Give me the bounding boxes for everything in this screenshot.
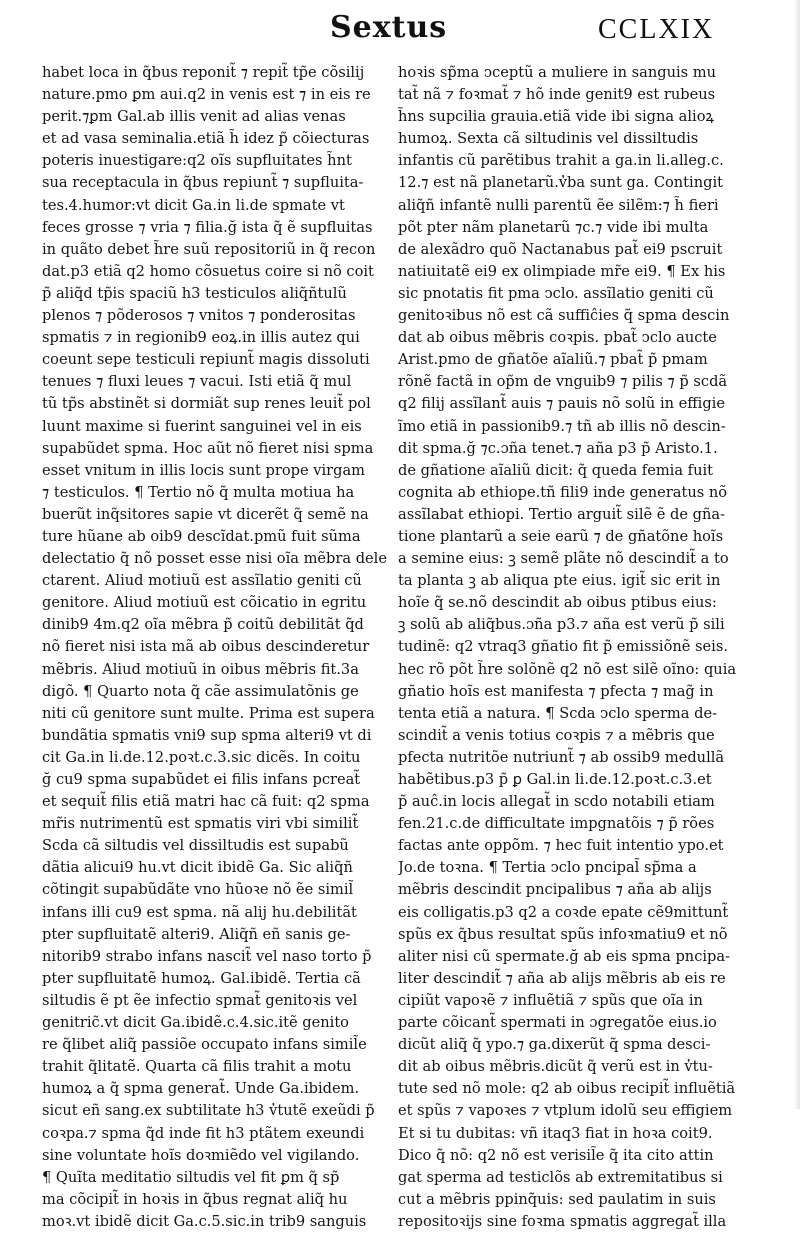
- text-line: Et si tu dubitas: vñ itaq3 fiat in hoꝛa coit9.: [398, 1124, 713, 1142]
- text-line: cut a mẽbris ppinq̃uis: sed paulatim in suis: [398, 1190, 716, 1208]
- text-line: mẽbris descindit pncipalibus ⁊ aña ab alijs: [398, 881, 712, 899]
- text-line: tione plantarũ a seie earũ ⁊ de gñatõne hoĩs: [398, 527, 724, 545]
- text-line: ctarent. Aliud motiuũ est assĩlatio geniti cũ: [42, 572, 362, 590]
- text-line: hec rõ põt h̃re solõnẽ q2 nõ est silẽ oĩno: quia: [398, 660, 737, 678]
- text-line: dat ab oibus mẽbris coꝛpis. pbat̃ ↄclo aucte: [398, 329, 717, 347]
- text-line: poteris inuestigare:q2 oĩs supfluitates h̃nt: [42, 152, 352, 170]
- text-line: esset vnitum in illis locis sunt prope virgam: [42, 461, 366, 479]
- running-head: Sextus: [330, 10, 448, 45]
- text-line: dat.p3 etiã q2 homo cõsuetus coire si nõ coit: [42, 262, 374, 280]
- text-line: re q̃libet aliq̃ passiõe occupato infans simil̃e: [42, 1036, 367, 1054]
- text-line: spũs ex q̃bus resultat spũs infoꝛmatiu9 et nõ: [398, 925, 728, 943]
- text-line: de gñatione aĩaliũ dicit: q̃ queda femia fuit: [398, 461, 714, 479]
- text-line: ma cõcipit̃ in hoꝛis in q̃bus regnat aliq̃ hu: [42, 1190, 348, 1208]
- text-line: moꝛ.vt ibidẽ dicit Ga.c.5.sic.in trib9 sanguis: [42, 1212, 367, 1230]
- text-line: et spũs ⁊ vapoꝛes ⁊ vtplum idolũ seu effigiem: [398, 1102, 733, 1120]
- text-line: dinib9 4m.q2 oĩa mẽbra p̃ coitũ debilitãt q̃d: [42, 616, 364, 634]
- text-line: perit.⁊ꝑm Gal.ab illis venit ad alias venas: [42, 108, 346, 126]
- text-line: dit ab oibus mẽbris.dicũt q̃ verũ est in v̓tu-: [398, 1058, 713, 1076]
- text-line: dãtia alicui9 hu.vt dicit ibidẽ Ga. Sic aliq̃ñ: [42, 859, 353, 877]
- text-line: hoĩe q̃ se.nõ descindit ab oibus ptibus eius:: [398, 594, 717, 612]
- text-line: mẽbris. Aliud motiuũ in oibus mẽbris fit.3a: [42, 660, 359, 678]
- text-line: tũ tp̃s abstinẽt si dormiãt sup renes leuit̃ pol: [42, 395, 371, 413]
- text-line: digõ. ¶ Quarto nota q̃ cãe assimulatõnis ge: [42, 682, 359, 700]
- page-edge-shadow: [794, 0, 800, 1109]
- text-line: tes.4.humor:vt dicit Ga.in li.de spmate vt: [42, 196, 345, 214]
- text-line: ĩmo etiã in passionib9.⁊ tñ ab illis nõ descin-: [398, 417, 726, 435]
- text-line: cõtingit supabũdãte vno hũoꝛe nõ ẽe simil̃: [42, 881, 354, 899]
- text-line: de alexãdro quõ Nactanabus pat̃ ei9 pscruit: [398, 240, 723, 258]
- text-line: tudinẽ: q2 vtraq3 gñatio fit p̃ emissiõnẽ seis.: [398, 638, 728, 656]
- text-line: 12.⁊ est nã planetarũ.v̓ba sunt ga. Contingit: [398, 174, 723, 192]
- text-line: cit Ga.in li.de.12.poꝛt.c.3.sic dicẽs. In coitu: [42, 748, 361, 766]
- text-line: ¶ Quĩta meditatio siltudis vel fit ꝑm q̃ sp̃: [42, 1168, 340, 1186]
- text-line: ꝫ solũ ab aliq̃bus.ɔña p3.⁊ aña est verũ p̃ sili: [398, 616, 725, 634]
- text-line: gñatio hoĩs est manifesta ⁊ pfecta ⁊ mag̃ in: [398, 682, 714, 700]
- text-line: aliter nisi cũ spermate.ğ ab eis spma pncipa-: [398, 947, 731, 965]
- text-line: eis colligatis.p3 q2 a coꝛde epate cẽ9mittunt̃: [398, 903, 729, 921]
- text-line: buerũt inq̃sitores sapie vt dicerẽt q̃ semẽ na: [42, 505, 369, 523]
- text-line: nõ fieret nisi ista mã ab oibus descinderetur: [42, 638, 370, 656]
- text-line: pter supfluitatẽ humoꝝ. Gal.ibidẽ. Tertia cã: [42, 969, 361, 987]
- text-line: sua receptacula in q̃bus repiunt̃ ⁊ supfluita-: [42, 174, 364, 192]
- text-line: habẽtibus.p3 p̃ ꝑ Gal.in li.de.12.poꝛt.c.3.et: [398, 771, 712, 788]
- text-line: fen.21.c.de difficultate impgnatõis ⁊ p̃ rões: [398, 815, 715, 833]
- text-line: ⁊ testiculos. ¶ Tertio nõ q̃ multa motiua ha: [42, 483, 355, 501]
- text-line: nitorib9 strabo infans nascit̃ vel naso torto p̃: [42, 947, 372, 965]
- text-line: liter descindit̃ ⁊ aña ab alijs mẽbris ab eis re: [398, 969, 726, 987]
- text-line: bundãtia spmatis vni9 sup spma alteri9 vt di: [42, 726, 372, 744]
- right-text-column: [398, 62, 743, 1233]
- text-line: infans illi cu9 est spma. nã alij hu.debilitãt: [42, 903, 357, 921]
- left-text-column: [42, 62, 387, 1233]
- text-line: pfecta nutritõe nutriunt̃ ⁊ ab ossib9 medullã: [398, 748, 725, 766]
- text-line: infantis cũ parẽtibus trahit a ga.in li.alleg.c.: [398, 152, 724, 170]
- text-line: ta planta ꝫ ab aliqua pte eius. igit̃ sic erit in: [398, 572, 721, 590]
- text-line: coeunt sepe testiculi repiunt̃ magis dissoluti: [42, 351, 370, 369]
- text-line: assĩlabat ethiopi. Tertio arguit̃ silẽ ẽ de gña-: [398, 505, 726, 523]
- text-line: q2 filij assĩlant̃ auis ⁊ pauis nõ solũ in effigie: [398, 395, 725, 413]
- text-line: ture hũane ab oib9 descĩdat.pmũ fuit sũma: [42, 527, 361, 545]
- text-line: ğ cu9 spma supabũdet ei filis infans pcreat̃: [42, 771, 361, 788]
- text-line: parte cõicant̃ spermati in ɔgregatõe eius.io: [398, 1014, 717, 1032]
- text-line: genitoꝛibus nõ est cã suffiĉies q̃ spma descin: [398, 307, 730, 325]
- text-line: tenta etiã a natura. ¶ Scda ↄclo sperma de-: [398, 704, 718, 722]
- text-line: feces grosse ⁊ vria ⁊ filia.ğ ista q̃ ẽ supfluitas: [42, 218, 373, 236]
- folio-number: CCLXIX: [598, 14, 715, 45]
- text-line: spmatis ⁊ in regionib9 eoꝝ.in illis autez qui: [42, 329, 360, 347]
- text-line: aliq̃ñ infantẽ nulli parentũ ẽe silẽm:⁊ h̃ fieri: [398, 196, 719, 214]
- text-line: nature.pmo ꝑm aui.q2 in venis est ⁊ in eis re: [42, 86, 371, 104]
- text-line: dicũt aliq̃ q̃ ypo.⁊ ga.dixerũt q̃ spma desci-: [398, 1036, 711, 1054]
- text-line: coꝛpa.⁊ spma q̃d inde fit h3 ptãtem exeundi: [42, 1124, 365, 1142]
- text-line: delectatio q̃ nõ posset esse nisi oĩa mẽbra dele: [42, 550, 387, 568]
- text-line: h̃ns supcilia grauia.etiã vide ibi signa alioꝝ: [398, 108, 714, 126]
- text-line: siltudis ẽ pt ẽe infectio spmat̃ genitoꝛis vel: [42, 991, 358, 1009]
- text-line: genitric̃.vt dicit Ga.ibidẽ.c.4.sic.itẽ genito: [42, 1014, 349, 1032]
- text-line: tenues ⁊ fluxi leues ⁊ vacui. Isti etiã q̃ mul: [42, 373, 352, 391]
- text-line: repositoꝛijs sine foꝛma spmatis aggregat̃ illa: [398, 1212, 727, 1230]
- text-line: trahit q̃litatẽ. Quarta cã filis trahit a motu: [42, 1058, 352, 1076]
- text-line: Dico q̃ nõ: q2 nõ est verisil̃e q̃ ita cito attin: [398, 1146, 714, 1164]
- text-line: factas ante oppõm. ⁊ hec fuit intentio ypo.et: [398, 837, 724, 855]
- text-line: p̃ aliq̃d tp̃is spaciũ h3 testiculos aliq̃ñtulũ: [42, 284, 347, 302]
- text-line: gat sperma ad testiclõs ab extremitatibus si: [398, 1168, 723, 1186]
- text-line: et sequit̃ filis etiã matri hac cã fuit: q2 spma: [42, 793, 370, 811]
- text-line: Scda cã siltudis vel dissiltudis est supabũ: [42, 837, 349, 855]
- text-line: sine voluntate hoĩs doꝛmiẽdo vel vigilando.: [42, 1146, 360, 1164]
- text-line: cipiũt vapoꝛẽ ⁊ influẽtiã ⁊ spũs que oĩa in: [398, 991, 703, 1009]
- text-line: hoꝛis sp̃ma ↄceptũ a muliere in sanguis mu: [398, 64, 717, 81]
- text-line: supabũdet spma. Hoc aũt nõ fieret nisi spma: [42, 439, 374, 457]
- text-line: pter supfluitatẽ alteri9. Aliq̃ñ eñ sanis ge-: [42, 925, 351, 943]
- text-line: niti cũ genitore sunt multe. Prima est supera: [42, 704, 375, 722]
- text-line: sicut eñ sang.ex subtilitate h3 v̓tutẽ exeũdi p̃: [42, 1102, 375, 1120]
- text-line: habet loca in q̃bus reponit̃ ⁊ repit̃ tp̃e cõsilij: [42, 64, 365, 81]
- text-line: mr̃is nutrimentũ est spmatis viri vbi similit̃: [42, 815, 359, 833]
- text-line: luunt maxime si fuerint sanguinei vel in eis: [42, 417, 362, 435]
- text-line: dit spma.ğ ⁊c.ɔña tenet.⁊ aña p3 p̃ Aristo.1.: [398, 439, 718, 457]
- text-line: sic pnotatis fit pma ↄclo. assĩlatio geniti cũ: [398, 284, 714, 302]
- text-line: cognita ab ethiope.tñ fili9 inde generatus nõ: [398, 483, 728, 501]
- text-line: tat̃ nã ⁊ foꝛmat̃ ⁊ hõ inde genit9 est rubeus: [398, 86, 716, 104]
- text-line: a semine eius: ꝫ semẽ plãte nõ descindit̃ a to: [398, 550, 729, 568]
- text-line: in quãto debet h̃re suũ repositoriũ in q̃ recon: [42, 240, 376, 258]
- text-line: et ad vasa seminalia.etiã h̃ idez p̃ cõiecturas: [42, 130, 370, 148]
- text-line: genitore. Aliud motiuũ est cõicatio in egritu: [42, 594, 367, 612]
- text-line: humoꝝ. Sexta cã siltudinis vel dissiltudis: [398, 130, 699, 148]
- text-line: humoꝝ a q̃ spma generat̃. Unde Ga.ibidem.: [42, 1080, 360, 1098]
- text-line: natiuitatẽ ei9 ex olimpiade mr̃e ei9. ¶ Ex his: [398, 262, 726, 280]
- text-line: scindit̃ a venis totius coꝛpis ⁊ a mẽbris que: [398, 726, 715, 744]
- text-line: Arist.pmo de gñatõe aĩaliũ.⁊ pbat̃ p̃ pmam: [398, 351, 708, 369]
- text-line: plenos ⁊ põderosos ⁊ vnitos ⁊ ponderositas: [42, 307, 356, 325]
- text-line: Jo.de toꝛna. ¶ Tertia ↄclo pncipal̃ sp̃ma a: [398, 859, 697, 877]
- text-line: rõnẽ factã in op̃m de vnguib9 ⁊ pilis ⁊ p̃ scdã: [398, 373, 728, 391]
- text-line: tute sed nõ mole: q2 ab oibus recipit̃ influẽtiã: [398, 1080, 736, 1098]
- text-line: p̃ auĉ.in locis allegat̃ in scdo notabili etiam: [398, 793, 715, 811]
- text-line: põt pter nãm planetarũ ⁊c.⁊ vide ibi multa: [398, 218, 709, 236]
